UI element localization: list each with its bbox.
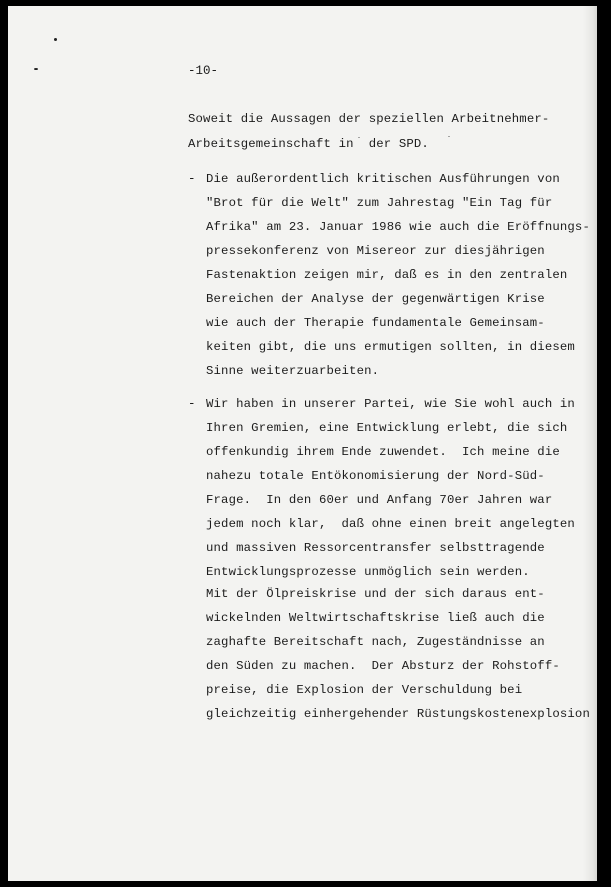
bullet-marker: - <box>188 172 196 186</box>
page-number: -10- <box>188 64 219 78</box>
paragraph-line: den Süden zu machen. Der Absturz der Rohstoff- <box>206 659 560 673</box>
paragraph-line: Mit der Ölpreiskrise und der sich daraus ent- <box>206 587 545 601</box>
intro-line: Arbeitsgemeinschaft in der SPD. <box>188 137 429 151</box>
paragraph-line: Wir haben in unserer Partei, wie Sie wohl auch in <box>206 397 575 411</box>
paragraph-line: und massiven Ressorcentransfer selbsttragende <box>206 541 545 555</box>
paragraph-line: Bereichen der Analyse der gegenwärtigen Krise <box>206 292 545 306</box>
paragraph-line: Ihren Gremien, eine Entwicklung erlebt, die sich <box>206 421 568 435</box>
paragraph-line: gleichzeitig einhergehender Rüstungskostenexplosion <box>206 707 590 721</box>
paragraph-line: pressekonferenz von Misereor zur diesjährigen <box>206 244 545 258</box>
intro-line: Soweit die Aussagen der speziellen Arbeitnehmer- <box>188 112 550 126</box>
paragraph-line: wie auch der Therapie fundamentale Gemeinsam- <box>206 316 545 330</box>
paragraph-line: Afrika" am 23. Januar 1986 wie auch die Eröffnungs- <box>206 220 590 234</box>
paragraph-line: keiten gibt, die uns ermutigen sollten, in diesem <box>206 340 575 354</box>
paragraph-line: zaghafte Bereitschaft nach, Zugeständnisse an <box>206 635 545 649</box>
paragraph-line: Sinne weiterzuarbeiten. <box>206 364 380 378</box>
paragraph-line: offenkundig ihrem Ende zuwendet. Ich meine die <box>206 445 560 459</box>
scan-speck <box>54 38 57 41</box>
paragraph-line: jedem noch klar, daß ohne einen breit angelegten <box>206 517 575 531</box>
paragraph-line: Fastenaktion zeigen mir, daß es in den zentralen <box>206 268 568 282</box>
paragraph-line: "Brot für die Welt" zum Jahrestag "Ein Tag für <box>206 196 553 210</box>
paragraph-line: Entwicklungsprozesse unmöglich sein werden. <box>206 565 530 579</box>
paragraph-line: Frage. In den 60er und Anfang 70er Jahren war <box>206 493 553 507</box>
document-page <box>8 6 597 881</box>
scan-speck <box>448 136 450 137</box>
paragraph-line: Die außerordentlich kritischen Ausführungen von <box>206 172 560 186</box>
scan-speck <box>34 68 38 70</box>
paragraph-line: nahezu totale Entökonomisierung der Nord-Süd- <box>206 469 545 483</box>
scan-shadow <box>583 6 597 881</box>
paragraph-line: wickelnden Weltwirtschaftskrise ließ auch die <box>206 611 545 625</box>
bullet-marker: - <box>188 397 196 411</box>
paragraph-line: preise, die Explosion der Verschuldung bei <box>206 683 523 697</box>
